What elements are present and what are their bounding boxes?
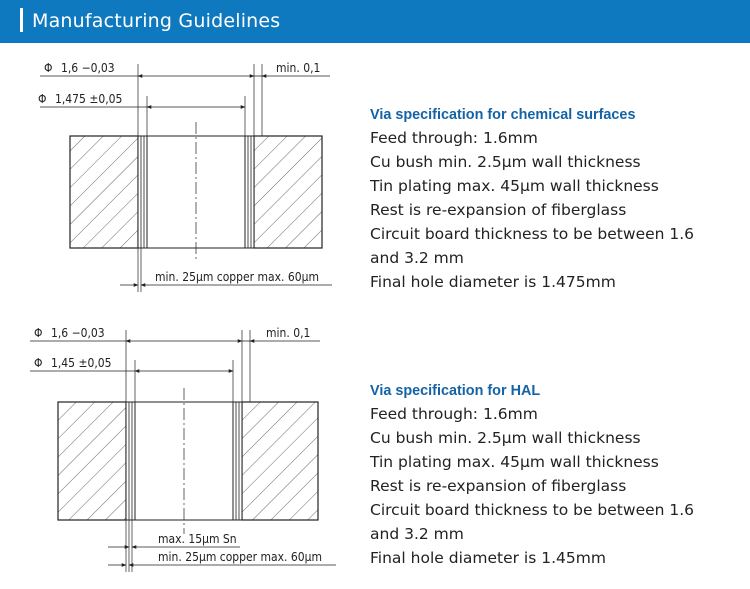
- tin-note: max. 15µm Sn: [158, 532, 237, 546]
- min-offset-label: min. 0,1: [266, 326, 311, 340]
- spec-line: and 3.2 mm: [370, 525, 464, 543]
- phi-symbol: Φ: [38, 92, 47, 106]
- phi-symbol: Φ: [34, 356, 43, 370]
- inner-diameter-label: 1,475 ±0,05: [55, 92, 123, 106]
- spec-line: Circuit board thickness to be between 1.6: [370, 501, 695, 519]
- spec-line: Rest is re-expansion of fiberglass: [370, 477, 627, 495]
- board-right-section: [242, 402, 318, 520]
- spec-line: Rest is re-expansion of fiberglass: [370, 201, 627, 219]
- board-left-section: [58, 402, 126, 520]
- spec-title: Via specification for HAL: [370, 382, 541, 399]
- header-accent-bar: [20, 8, 23, 32]
- spec-line: Circuit board thickness to be between 1.6: [370, 225, 695, 243]
- page-title: Manufacturing Guidelines: [32, 10, 281, 32]
- header-banner: [0, 0, 750, 43]
- outer-diameter-label: 1,6 −0,03: [61, 61, 115, 75]
- spec-line: Cu bush min. 2.5µm wall thickness: [370, 429, 641, 447]
- phi-symbol: Φ: [34, 326, 43, 340]
- spec-title: Via specification for chemical surfaces: [370, 106, 636, 123]
- spec-line: and 3.2 mm: [370, 249, 464, 267]
- copper-note: min. 25µm copper max. 60µm: [158, 550, 323, 564]
- spec-line: Final hole diameter is 1.45mm: [370, 549, 606, 567]
- spec-line: Feed through: 1.6mm: [370, 129, 538, 147]
- copper-note: min. 25µm copper max. 60µm: [155, 270, 320, 284]
- outer-diameter-label: 1,6 −0,03: [51, 326, 105, 340]
- spec-chemical: [370, 106, 740, 294]
- board-right-section: [254, 136, 322, 248]
- spec-line: Feed through: 1.6mm: [370, 405, 538, 423]
- min-offset-label: min. 0,1: [276, 61, 321, 75]
- phi-symbol: Φ: [44, 61, 53, 75]
- spec-line: Cu bush min. 2.5µm wall thickness: [370, 153, 641, 171]
- spec-hal: [370, 382, 740, 570]
- board-left-section: [70, 136, 138, 248]
- spec-line: Tin plating max. 45µm wall thickness: [370, 453, 659, 471]
- inner-diameter-label: 1,45 ±0,05: [51, 356, 112, 370]
- spec-line: Tin plating max. 45µm wall thickness: [370, 177, 659, 195]
- spec-line: Final hole diameter is 1.475mm: [370, 273, 616, 291]
